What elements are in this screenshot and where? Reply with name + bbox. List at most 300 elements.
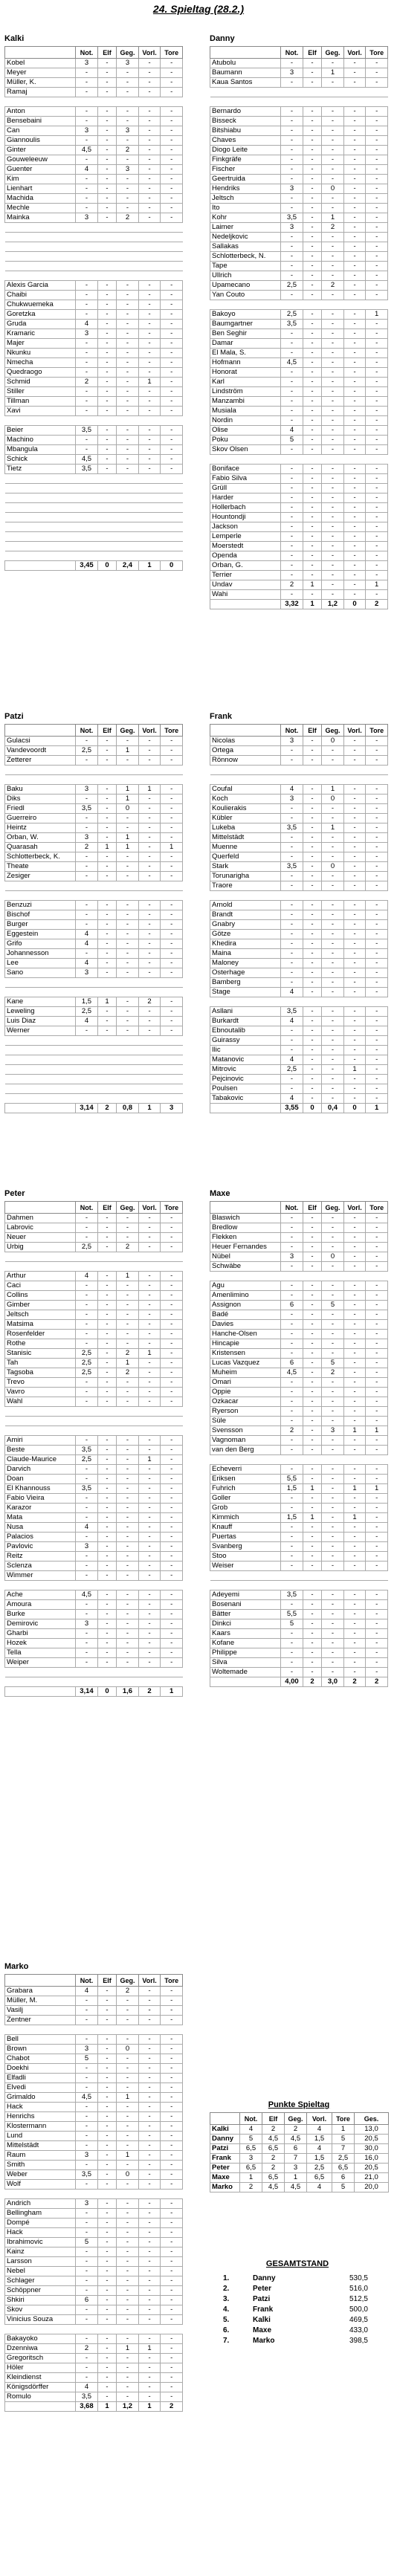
- player-row: [210, 852, 388, 862]
- stat-cell: -: [138, 1504, 161, 1513]
- stat-cell: [281, 300, 303, 310]
- stat-cell: -: [76, 194, 98, 204]
- player-name: Ben Seghir: [210, 329, 281, 339]
- player-name: Kobel: [5, 59, 76, 68]
- punkte-value: 2: [285, 2125, 307, 2135]
- stat-cell: -: [97, 2103, 116, 2112]
- stat-cell: -: [281, 262, 303, 271]
- player-name: Fuhrich: [210, 1484, 281, 1494]
- player-row: [210, 1084, 388, 1094]
- stat-cell: -: [343, 1397, 366, 1407]
- punkte-value: 4,5: [285, 2183, 307, 2192]
- stat-cell: -: [281, 561, 303, 571]
- player-name: [5, 97, 76, 107]
- stat-cell: [97, 551, 116, 561]
- stat-cell: -: [366, 1281, 388, 1291]
- player-name: Schmid: [5, 378, 76, 387]
- stat-cell: -: [138, 1648, 161, 1658]
- stat-cell: -: [97, 204, 116, 213]
- player-row: [210, 378, 388, 387]
- stat-cell: -: [303, 1075, 321, 1084]
- player-row: [210, 1668, 388, 1677]
- stat-cell: [117, 97, 139, 107]
- player-name: Benzuzi: [5, 901, 76, 910]
- player-row: [5, 281, 183, 291]
- stat-cell: [138, 271, 161, 281]
- stat-cell: [117, 1668, 139, 1677]
- stat-cell: -: [161, 1378, 183, 1388]
- stat-cell: -: [76, 300, 98, 310]
- player-name: [5, 1075, 76, 1084]
- player-row: [210, 1310, 388, 1320]
- stat-cell: -: [97, 117, 116, 126]
- stat-cell: [76, 1075, 98, 1084]
- player-row: [210, 1562, 388, 1571]
- spacer-row: [5, 1075, 183, 1084]
- stat-cell: 4,5: [281, 1368, 303, 1378]
- stat-cell: -: [76, 2083, 98, 2093]
- player-name: Ebnoutalib: [210, 1026, 281, 1036]
- stat-cell: 1: [117, 1272, 139, 1281]
- stat-cell: -: [366, 1446, 388, 1455]
- stat-cell: -: [303, 978, 321, 988]
- stat-cell: -: [343, 175, 366, 184]
- stat-cell: -: [366, 823, 388, 833]
- punkte-value: 20,5: [355, 2135, 389, 2144]
- stat-cell: -: [322, 1046, 344, 1055]
- player-row: [210, 436, 388, 445]
- spacer-row: [5, 881, 183, 891]
- player-row: [210, 1504, 388, 1513]
- stat-cell: [366, 455, 388, 465]
- player-name: Orban, G.: [210, 561, 281, 571]
- stat-cell: [97, 416, 116, 426]
- stat-cell: -: [97, 737, 116, 746]
- stat-cell: [76, 978, 98, 988]
- stat-cell: -: [366, 1388, 388, 1397]
- player-name: [210, 1455, 281, 1465]
- player-row: [5, 2083, 183, 2093]
- stat-cell: -: [117, 1436, 139, 1446]
- stat-cell: [97, 532, 116, 542]
- stat-cell: [117, 1426, 139, 1436]
- punkte-value: 7: [332, 2144, 355, 2154]
- player-row: [5, 1658, 183, 1668]
- stat-cell: -: [117, 329, 139, 339]
- player-name: Terrier: [210, 571, 281, 580]
- stat-cell: [343, 1581, 366, 1590]
- stat-cell: -: [138, 1378, 161, 1388]
- punkte-value: 6: [332, 2173, 355, 2183]
- stat-cell: -: [138, 146, 161, 155]
- player-name: Baumgartner: [210, 320, 281, 329]
- stat-cell: [161, 775, 183, 785]
- stat-cell: [117, 1407, 139, 1417]
- stat-cell: [117, 1065, 139, 1075]
- stat-cell: -: [281, 513, 303, 522]
- player-name: Hountondji: [210, 513, 281, 522]
- stat-cell: [76, 271, 98, 281]
- stat-cell: -: [366, 1262, 388, 1272]
- total-row: [210, 600, 388, 609]
- stat-cell: -: [366, 1310, 388, 1320]
- stat-cell: -: [97, 2383, 116, 2392]
- stat-cell: -: [138, 2093, 161, 2103]
- player-row: [5, 1214, 183, 1223]
- stat-cell: -: [343, 1046, 366, 1055]
- player-name: [210, 300, 281, 310]
- column-header: Tore: [161, 1202, 183, 1214]
- stat-cell: 3,5: [76, 1484, 98, 1494]
- stat-cell: -: [366, 1658, 388, 1668]
- player-row: [210, 1262, 388, 1272]
- stat-cell: -: [138, 387, 161, 397]
- player-name: Can: [5, 126, 76, 136]
- player-row: [210, 1648, 388, 1658]
- stat-cell: 3: [76, 968, 98, 978]
- stat-cell: -: [161, 795, 183, 804]
- stat-cell: -: [303, 1301, 321, 1310]
- player-name: Ullrich: [210, 271, 281, 281]
- stat-cell: -: [138, 756, 161, 766]
- stat-cell: -: [303, 551, 321, 561]
- stat-cell: -: [97, 968, 116, 978]
- stat-cell: 4: [76, 165, 98, 175]
- stat-cell: -: [343, 426, 366, 436]
- stat-cell: -: [322, 901, 344, 910]
- player-name: [5, 223, 76, 233]
- player-row: [5, 2132, 183, 2141]
- stat-cell: 1: [303, 580, 321, 590]
- player-row: [210, 522, 388, 532]
- stat-cell: -: [161, 1465, 183, 1475]
- player-row: [5, 1272, 183, 1281]
- stat-cell: -: [161, 2132, 183, 2141]
- stat-cell: [117, 1417, 139, 1426]
- stat-cell: -: [138, 2180, 161, 2190]
- stat-cell: 1: [303, 1513, 321, 1523]
- stat-cell: -: [343, 310, 366, 320]
- stat-cell: -: [343, 1214, 366, 1223]
- stat-cell: -: [76, 387, 98, 397]
- stat-cell: -: [161, 407, 183, 416]
- player-row: [5, 833, 183, 843]
- stat-cell: -: [76, 1648, 98, 1658]
- stat-cell: -: [303, 1523, 321, 1533]
- stat-cell: -: [281, 1214, 303, 1223]
- total-label: [210, 600, 281, 609]
- stat-cell: -: [303, 795, 321, 804]
- stat-cell: -: [322, 1243, 344, 1252]
- stat-cell: 3: [76, 833, 98, 843]
- stat-cell: -: [117, 2257, 139, 2267]
- stat-cell: -: [97, 88, 116, 97]
- stat-cell: 2: [117, 1243, 139, 1252]
- player-name: Ortega: [210, 746, 281, 756]
- stat-cell: -: [281, 930, 303, 939]
- stat-cell: -: [322, 1281, 344, 1291]
- stat-cell: -: [161, 2006, 183, 2016]
- stat-cell: [76, 1036, 98, 1046]
- stat-cell: -: [117, 2247, 139, 2257]
- stat-cell: -: [138, 2228, 161, 2238]
- player-row: [5, 795, 183, 804]
- stat-cell: -: [97, 349, 116, 358]
- stat-cell: -: [117, 1301, 139, 1310]
- stat-cell: -: [343, 1262, 366, 1272]
- player-row: [210, 756, 388, 766]
- stat-cell: -: [138, 2354, 161, 2363]
- stat-cell: -: [322, 978, 344, 988]
- total-label: [5, 561, 76, 571]
- stat-cell: -: [97, 426, 116, 436]
- stat-cell: -: [97, 1233, 116, 1243]
- punkte-value: 4: [240, 2125, 262, 2135]
- stat-cell: -: [322, 1214, 344, 1223]
- player-name: [5, 233, 76, 242]
- player-name: Mata: [5, 1513, 76, 1523]
- stat-cell: -: [343, 1339, 366, 1349]
- stat-cell: -: [366, 1648, 388, 1658]
- stat-cell: 1: [117, 2151, 139, 2161]
- stat-cell: 4: [281, 1094, 303, 1104]
- stat-cell: -: [343, 1233, 366, 1243]
- column-header: Tore: [366, 725, 388, 737]
- punkte-row: [210, 2173, 389, 2183]
- player-name: [5, 551, 76, 561]
- stat-cell: [76, 766, 98, 775]
- stat-cell: -: [322, 474, 344, 484]
- stat-cell: -: [76, 78, 98, 88]
- player-row: [210, 184, 388, 194]
- stat-cell: [161, 252, 183, 262]
- stat-cell: [343, 775, 366, 785]
- stat-cell: 1: [366, 580, 388, 590]
- stat-cell: -: [366, 978, 388, 988]
- punkte-value: 2: [262, 2125, 285, 2135]
- stat-cell: [97, 271, 116, 281]
- stat-cell: [161, 223, 183, 233]
- stat-cell: 3,5: [281, 1590, 303, 1600]
- player-name: Giannoulis: [5, 136, 76, 146]
- stat-cell: [281, 1581, 303, 1590]
- player-row: [210, 1533, 388, 1542]
- stat-cell: -: [366, 503, 388, 513]
- stat-cell: -: [343, 872, 366, 881]
- stat-cell: 1: [303, 1484, 321, 1494]
- stat-cell: 4: [76, 1272, 98, 1281]
- stat-cell: -: [303, 988, 321, 997]
- player-row: [210, 1397, 388, 1407]
- stat-cell: -: [366, 1094, 388, 1104]
- player-name: Grob: [210, 1504, 281, 1513]
- stat-cell: -: [322, 262, 344, 271]
- stat-cell: [117, 252, 139, 262]
- player-name: [210, 775, 281, 785]
- stat-cell: -: [366, 387, 388, 397]
- stat-cell: -: [97, 2093, 116, 2103]
- player-name: [210, 88, 281, 97]
- stat-cell: [97, 978, 116, 988]
- stat-cell: -: [97, 2199, 116, 2209]
- player-row: [5, 1504, 183, 1513]
- player-name: Harder: [210, 493, 281, 503]
- stat-cell: -: [303, 1084, 321, 1094]
- stat-cell: -: [97, 1368, 116, 1378]
- stat-cell: -: [343, 930, 366, 939]
- player-row: [210, 1065, 388, 1075]
- stat-cell: 2: [117, 146, 139, 155]
- stat-cell: -: [117, 949, 139, 959]
- player-row: [5, 910, 183, 920]
- stat-cell: [117, 1094, 139, 1104]
- stat-cell: -: [138, 436, 161, 445]
- stat-cell: [366, 88, 388, 97]
- player-row: [210, 1320, 388, 1330]
- stat-cell: -: [76, 175, 98, 184]
- player-table: [4, 724, 183, 1113]
- player-name: Burger: [5, 920, 76, 930]
- player-name: Kane: [5, 997, 76, 1007]
- player-name: Stiller: [5, 387, 76, 397]
- stat-cell: -: [322, 1330, 344, 1339]
- stat-cell: -: [161, 2305, 183, 2315]
- stat-cell: -: [97, 795, 116, 804]
- spacer-row: [5, 1055, 183, 1065]
- stat-cell: -: [117, 358, 139, 368]
- stat-cell: [97, 252, 116, 262]
- player-row: [210, 920, 388, 930]
- stat-cell: -: [366, 1639, 388, 1648]
- stat-cell: -: [322, 416, 344, 426]
- stat-cell: -: [343, 68, 366, 78]
- player-row: [210, 291, 388, 300]
- stat-cell: -: [161, 1291, 183, 1301]
- stat-cell: -: [97, 78, 116, 88]
- stat-cell: -: [343, 339, 366, 349]
- stat-cell: -: [117, 852, 139, 862]
- stat-cell: -: [322, 1417, 344, 1426]
- player-row: [5, 2209, 183, 2219]
- player-row: [5, 920, 183, 930]
- player-name: Gouweleeuw: [5, 155, 76, 165]
- stat-cell: -: [117, 2267, 139, 2276]
- player-row: [5, 2006, 183, 2016]
- stat-cell: -: [161, 397, 183, 407]
- stat-cell: -: [76, 872, 98, 881]
- player-row: [210, 1407, 388, 1417]
- stat-cell: -: [97, 2112, 116, 2122]
- stat-cell: -: [97, 746, 116, 756]
- stat-cell: 3,5: [281, 823, 303, 833]
- header-row: [5, 1202, 183, 1214]
- stat-cell: -: [322, 1619, 344, 1629]
- stat-cell: -: [303, 852, 321, 862]
- player-name: Davies: [210, 1320, 281, 1330]
- stat-cell: -: [366, 513, 388, 522]
- stat-cell: -: [161, 901, 183, 910]
- stat-cell: -: [97, 1446, 116, 1455]
- stat-cell: -: [138, 1320, 161, 1330]
- player-name: Openda: [210, 551, 281, 561]
- stat-cell: -: [303, 930, 321, 939]
- stat-cell: -: [322, 165, 344, 175]
- stat-cell: -: [322, 1084, 344, 1094]
- stat-cell: -: [161, 2141, 183, 2151]
- player-name: Darvich: [5, 1465, 76, 1475]
- stat-cell: [366, 1571, 388, 1581]
- stat-cell: -: [366, 1590, 388, 1600]
- stat-cell: -: [138, 959, 161, 968]
- player-name: Goretzka: [5, 310, 76, 320]
- stat-cell: -: [97, 2257, 116, 2267]
- player-row: [210, 146, 388, 155]
- player-name: Burke: [5, 1610, 76, 1619]
- stat-cell: -: [366, 1504, 388, 1513]
- player-name: [5, 522, 76, 532]
- stat-cell: -: [281, 397, 303, 407]
- player-name: Assignon: [210, 1301, 281, 1310]
- stat-cell: -: [366, 436, 388, 445]
- stat-cell: -: [322, 1026, 344, 1036]
- stat-cell: -: [117, 107, 139, 117]
- stat-cell: -: [281, 368, 303, 378]
- gesamt-list: [223, 2274, 372, 2347]
- player-name: Lienhart: [5, 184, 76, 194]
- stat-cell: -: [97, 1310, 116, 1320]
- stat-cell: -: [138, 1007, 161, 1017]
- player-row: [5, 194, 183, 204]
- spacer-row: [5, 775, 183, 785]
- player-row: [5, 1619, 183, 1629]
- stat-cell: -: [138, 1436, 161, 1446]
- stat-cell: 2: [76, 843, 98, 852]
- player-row: [5, 2228, 183, 2238]
- player-name: [210, 891, 281, 901]
- stat-cell: -: [281, 387, 303, 397]
- player-name: Sano: [5, 968, 76, 978]
- stat-cell: -: [97, 1436, 116, 1446]
- stat-cell: [366, 97, 388, 107]
- player-name: Poulsen: [210, 1084, 281, 1094]
- stat-cell: [76, 1668, 98, 1677]
- stat-cell: -: [366, 59, 388, 68]
- player-name: Moerstedt: [210, 542, 281, 551]
- player-row: [210, 339, 388, 349]
- stat-cell: -: [366, 320, 388, 329]
- total-cell: 3,14: [76, 1687, 98, 1697]
- stat-cell: -: [138, 465, 161, 474]
- stat-cell: -: [343, 823, 366, 833]
- punkte-column-header: Geg.: [285, 2113, 307, 2125]
- player-row: [5, 1243, 183, 1252]
- stat-cell: [366, 1272, 388, 1281]
- player-row: [5, 1017, 183, 1026]
- stat-cell: -: [303, 1629, 321, 1639]
- stat-cell: [138, 891, 161, 901]
- stat-cell: -: [322, 1233, 344, 1243]
- stat-cell: -: [322, 1504, 344, 1513]
- stat-cell: -: [76, 68, 98, 78]
- gesamt-row: [223, 2285, 372, 2295]
- punkte-value: 3: [240, 2154, 262, 2164]
- total-cell: 2,4: [117, 561, 139, 571]
- stat-cell: [138, 1084, 161, 1094]
- stat-cell: -: [281, 165, 303, 175]
- player-name: Werner: [5, 1026, 76, 1036]
- stat-cell: [303, 775, 321, 785]
- stat-cell: -: [117, 194, 139, 204]
